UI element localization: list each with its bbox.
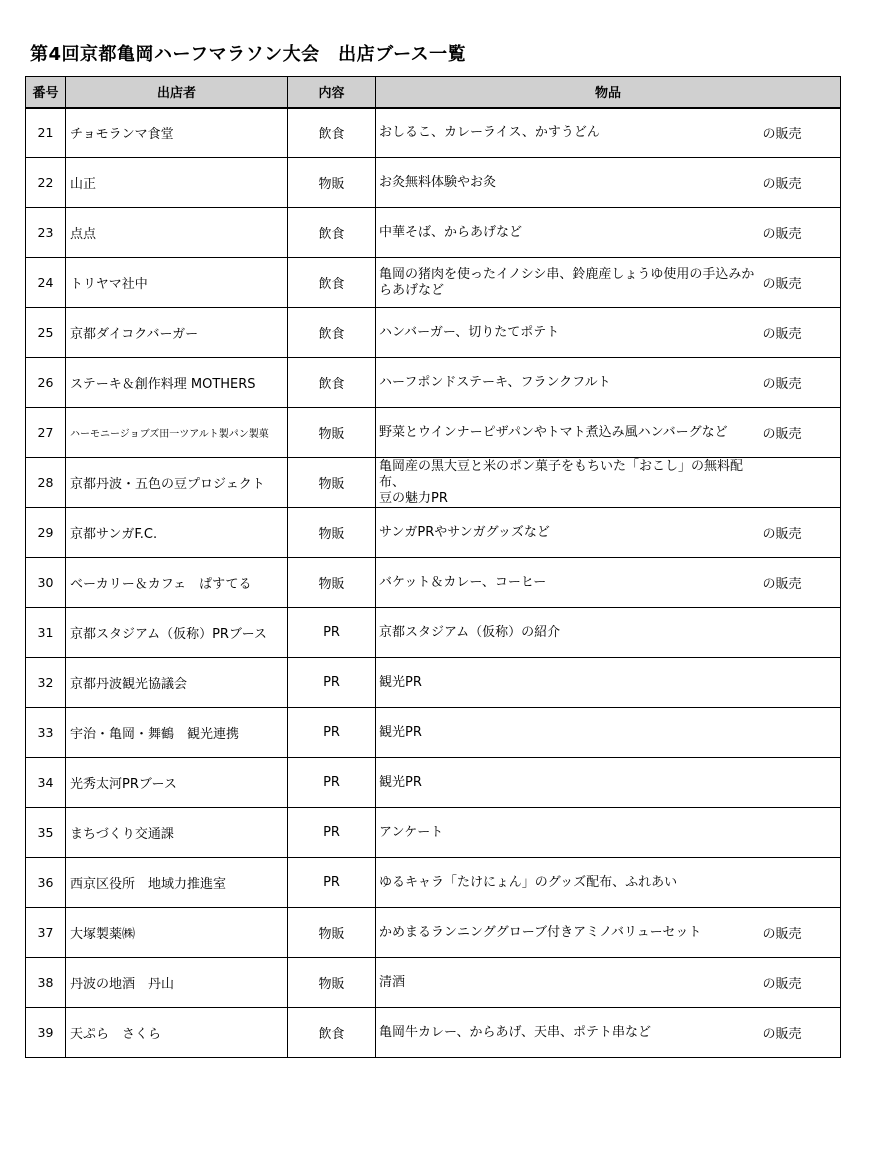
row-exhibitor: まちづくり交通課 bbox=[66, 808, 288, 858]
row-items-cell bbox=[376, 1008, 761, 1058]
row-number: 31 bbox=[26, 608, 66, 658]
row-sale: の販売 bbox=[761, 558, 841, 608]
row-number: 28 bbox=[26, 458, 66, 508]
row-sale: の販売 bbox=[761, 108, 841, 158]
row-items: アンケート bbox=[379, 824, 444, 840]
table-row bbox=[26, 758, 841, 808]
header-number: 番号 bbox=[26, 77, 66, 108]
row-number: 23 bbox=[26, 208, 66, 258]
row-items-cell bbox=[376, 358, 761, 408]
row-number: 21 bbox=[26, 108, 66, 158]
row-type: PR bbox=[288, 708, 376, 758]
table-row bbox=[26, 458, 841, 508]
table-row bbox=[26, 708, 841, 758]
row-exhibitor: 京都丹波・五色の豆プロジェクト bbox=[66, 458, 288, 508]
table-row bbox=[26, 208, 841, 258]
table-row bbox=[26, 108, 841, 158]
table-row bbox=[26, 658, 841, 708]
row-exhibitor: 京都サンガF.C. bbox=[66, 508, 288, 558]
row-number: 25 bbox=[26, 308, 66, 358]
row-items-cell bbox=[376, 808, 761, 858]
row-sale: の販売 bbox=[761, 208, 841, 258]
row-items: 中華そば、からあげなど bbox=[379, 224, 523, 240]
row-type: 物販 bbox=[288, 908, 376, 958]
row-number: 27 bbox=[26, 408, 66, 458]
row-sale: の販売 bbox=[761, 1008, 841, 1058]
row-sale: の販売 bbox=[761, 908, 841, 958]
row-number: 36 bbox=[26, 858, 66, 908]
table-row bbox=[26, 1008, 841, 1058]
header-items: 物品 bbox=[376, 77, 841, 108]
row-exhibitor: 西京区役所 地域力推進室 bbox=[66, 858, 288, 908]
row-type: 飲食 bbox=[288, 108, 376, 158]
row-type: 物販 bbox=[288, 158, 376, 208]
row-items: ハーフポンドステーキ、フランクフルト bbox=[379, 374, 611, 390]
row-type: 飲食 bbox=[288, 1008, 376, 1058]
table-row bbox=[26, 358, 841, 408]
row-items-cell bbox=[376, 608, 761, 658]
table-row bbox=[26, 508, 841, 558]
row-items-cell bbox=[376, 508, 761, 558]
header-type: 内容 bbox=[288, 77, 376, 108]
table-row bbox=[26, 408, 841, 458]
table-header-row bbox=[26, 77, 841, 108]
row-exhibitor: 京都丹波観光協議会 bbox=[66, 658, 288, 708]
row-exhibitor: 山正 bbox=[66, 158, 288, 208]
row-number: 29 bbox=[26, 508, 66, 558]
row-items: 亀岡産の黒大豆と米のポン菓子をもちいた「おこし」の無料配布、 豆の魅力PR bbox=[379, 458, 744, 506]
row-type: PR bbox=[288, 608, 376, 658]
row-type: 飲食 bbox=[288, 258, 376, 308]
row-number: 30 bbox=[26, 558, 66, 608]
row-type: 物販 bbox=[288, 508, 376, 558]
row-exhibitor: ステーキ＆創作料理 MOTHERS bbox=[66, 358, 288, 408]
booth-table bbox=[25, 76, 841, 1058]
row-exhibitor: 京都スタジアム（仮称）PRブース bbox=[66, 608, 288, 658]
header-exhibitor: 出店者 bbox=[66, 77, 288, 108]
row-type: 飲食 bbox=[288, 308, 376, 358]
row-type: PR bbox=[288, 808, 376, 858]
row-items: 観光PR bbox=[379, 774, 422, 790]
table-row bbox=[26, 908, 841, 958]
row-exhibitor: 宇治・亀岡・舞鶴 観光連携 bbox=[66, 708, 288, 758]
row-items: ハンバーガー、切りたてポテト bbox=[379, 324, 560, 340]
row-items: 観光PR bbox=[379, 724, 422, 740]
row-number: 33 bbox=[26, 708, 66, 758]
row-items: ゆるキャラ「たけにょん」のグッズ配布、ふれあい bbox=[379, 874, 678, 890]
row-type: PR bbox=[288, 858, 376, 908]
row-number: 32 bbox=[26, 658, 66, 708]
row-sale: の販売 bbox=[761, 358, 841, 408]
row-items: 亀岡牛カレー、からあげ、天串、ポテト串など bbox=[379, 1024, 651, 1040]
row-items-cell bbox=[376, 658, 761, 708]
row-exhibitor: トリヤマ社中 bbox=[66, 258, 288, 308]
row-type: 飲食 bbox=[288, 208, 376, 258]
row-sale: の販売 bbox=[761, 258, 841, 308]
row-items-cell bbox=[376, 458, 761, 508]
row-exhibitor: 光秀太河PRブース bbox=[66, 758, 288, 808]
row-number: 26 bbox=[26, 358, 66, 408]
row-items: 観光PR bbox=[379, 674, 422, 690]
row-type: 物販 bbox=[288, 958, 376, 1008]
row-type: 物販 bbox=[288, 408, 376, 458]
row-items-cell bbox=[376, 758, 761, 808]
row-type: 物販 bbox=[288, 458, 376, 508]
row-items-cell bbox=[376, 158, 761, 208]
row-number: 37 bbox=[26, 908, 66, 958]
row-sale bbox=[761, 808, 841, 858]
row-number: 22 bbox=[26, 158, 66, 208]
table-row bbox=[26, 558, 841, 608]
row-items-cell bbox=[376, 258, 761, 308]
row-sale: の販売 bbox=[761, 958, 841, 1008]
row-sale bbox=[761, 708, 841, 758]
row-items: 野菜とウインナーピザパンやトマト煮込み風ハンバーグなど bbox=[379, 424, 728, 440]
table-row bbox=[26, 858, 841, 908]
table-row bbox=[26, 608, 841, 658]
row-number: 34 bbox=[26, 758, 66, 808]
row-items-cell bbox=[376, 908, 761, 958]
row-items-cell bbox=[376, 108, 761, 158]
table-row bbox=[26, 958, 841, 1008]
row-items: 亀岡の猪肉を使ったイノシシ串、鈴鹿産しょうゆ使用の手込みからあげなど bbox=[379, 266, 755, 298]
row-exhibitor: 大塚製薬㈱ bbox=[66, 908, 288, 958]
row-sale bbox=[761, 608, 841, 658]
table-row bbox=[26, 808, 841, 858]
row-sale: の販売 bbox=[761, 508, 841, 558]
row-sale bbox=[761, 758, 841, 808]
table-row bbox=[26, 158, 841, 208]
table-row bbox=[26, 258, 841, 308]
row-number: 38 bbox=[26, 958, 66, 1008]
row-type: 飲食 bbox=[288, 358, 376, 408]
row-exhibitor: 京都ダイコクバーガー bbox=[66, 308, 288, 358]
row-items: かめまるランニンググローブ付きアミノバリューセット bbox=[379, 924, 702, 940]
row-sale: の販売 bbox=[761, 158, 841, 208]
table-row bbox=[26, 308, 841, 358]
row-items: 京都スタジアム（仮称）の紹介 bbox=[379, 624, 561, 640]
row-type: 物販 bbox=[288, 558, 376, 608]
row-type: PR bbox=[288, 758, 376, 808]
row-items: サンガPRやサンガグッズなど bbox=[379, 524, 550, 540]
row-exhibitor: チョモランマ食堂 bbox=[66, 108, 288, 158]
row-number: 35 bbox=[26, 808, 66, 858]
row-number: 24 bbox=[26, 258, 66, 308]
row-items-cell bbox=[376, 558, 761, 608]
row-items-cell bbox=[376, 208, 761, 258]
row-items-cell bbox=[376, 858, 761, 908]
row-sale bbox=[761, 858, 841, 908]
row-items-cell bbox=[376, 958, 761, 1008]
row-exhibitor: 点点 bbox=[66, 208, 288, 258]
row-type: PR bbox=[288, 658, 376, 708]
row-sale bbox=[761, 458, 841, 508]
row-sale: の販売 bbox=[761, 408, 841, 458]
row-exhibitor: 天ぷら さくら bbox=[66, 1008, 288, 1058]
row-items-cell bbox=[376, 308, 761, 358]
row-sale: の販売 bbox=[761, 308, 841, 358]
row-exhibitor: 丹波の地酒 丹山 bbox=[66, 958, 288, 1008]
row-items-cell bbox=[376, 708, 761, 758]
page-title: 第4回京都亀岡ハーフマラソン大会 出店ブース一覧 bbox=[30, 44, 467, 65]
row-exhibitor: ベーカリー＆カフェ ぱすてる bbox=[66, 558, 288, 608]
row-items: おしるこ、カレーライス、かすうどん bbox=[379, 124, 600, 140]
row-sale bbox=[761, 658, 841, 708]
row-items-cell bbox=[376, 408, 761, 458]
row-items: バケット＆カレー、コーヒー bbox=[379, 574, 547, 590]
row-number: 39 bbox=[26, 1008, 66, 1058]
row-items: お灸無料体験やお灸 bbox=[379, 174, 497, 190]
row-exhibitor: ハーモニージョブズ田一ツアルト製パン製菓 bbox=[66, 408, 288, 458]
row-items: 清酒 bbox=[379, 974, 406, 990]
